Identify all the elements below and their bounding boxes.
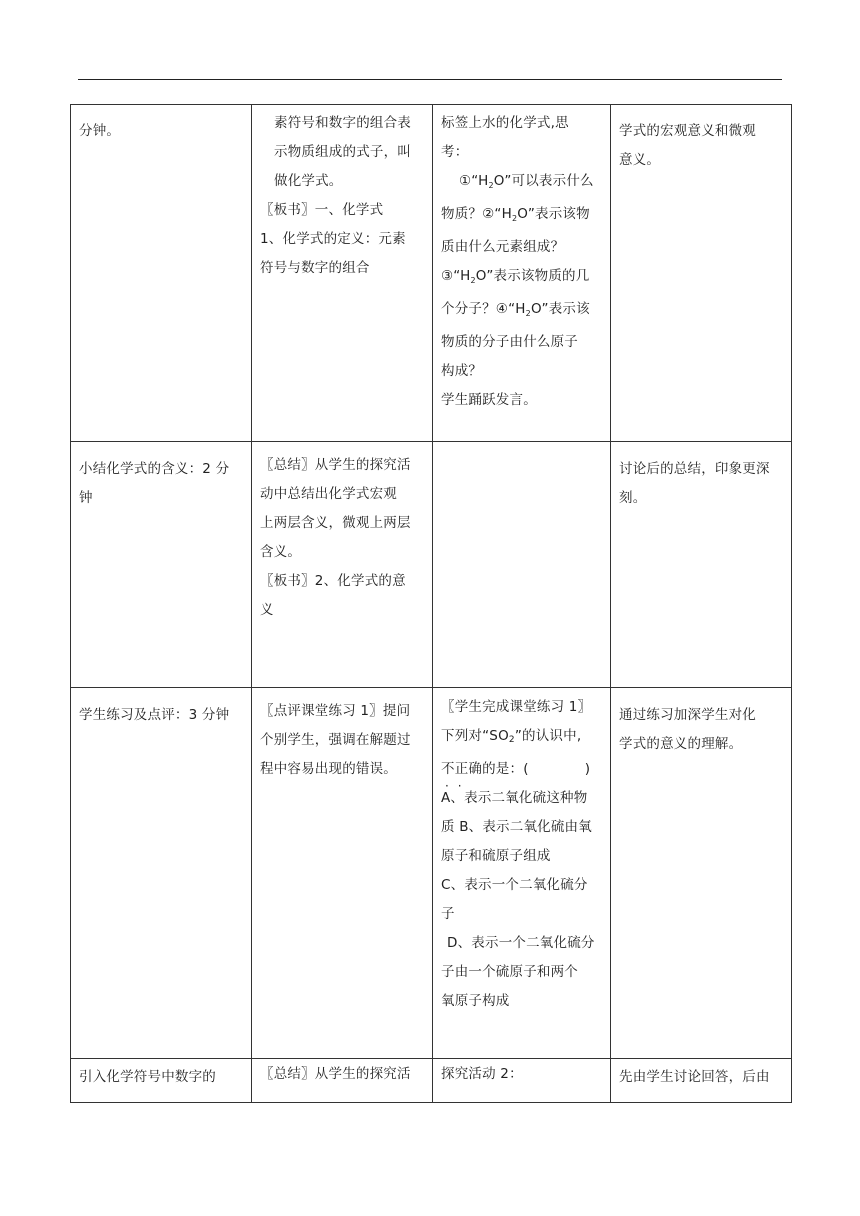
student-activity-cell: [433, 442, 611, 688]
student-activity-cell: 标签上水的化学式,思 考： $①“H_2O$”可以表示什么 物质？$②“H_2O$”表示该物 质由什么元素组成？ $③“H_2O$”表示该物质的几 个分子？$④“H_2O$”表示该 物质的分子由什么原子 构成？ 学生踊跃发言。: [433, 105, 611, 442]
lesson-plan-table: [70, 104, 792, 1103]
table-row: [71, 688, 792, 1059]
table-row: [71, 442, 792, 688]
emphasized-question: 不正确的是：( ): [441, 761, 591, 777]
stage-cell: 小结化学式的含义：2 分 钟: [71, 442, 252, 688]
student-activity-cell: 探究活动 2：: [433, 1059, 611, 1103]
table-row: [71, 105, 792, 442]
header-rule: [78, 79, 782, 80]
teacher-activity-cell: 素符号和数字的组合表 示物质组成的式子，叫 做化学式。 〖板书〗一、化学式 1、化学式的定义：元素 符号与数字的组合: [252, 105, 433, 442]
teacher-activity-cell: 〖点评课堂练习 1〗提问 个别学生，强调在解题过 程中容易出现的错误。: [252, 688, 433, 1059]
design-intent-cell: 学式的宏观意义和微观 意义。: [611, 105, 792, 442]
design-intent-cell: 通过练习加深学生对化 学式的意义的理解。: [611, 688, 792, 1059]
design-intent-cell: 讨论后的总结，印象更深 刻。: [611, 442, 792, 688]
stage-cell: 学生练习及点评：3 分钟: [71, 688, 252, 1059]
stage-cell: 引入化学符号中数字的: [71, 1059, 252, 1103]
teacher-activity-cell: 〖总结〗从学生的探究活 动中总结出化学式宏观 上两层含义，微观上两层 含义。 〖板书〗2、化学式的意 义: [252, 442, 433, 688]
student-activity-cell: 〖学生完成课堂练习 1〗 下列对“SO2”的认识中, 不正确的是：( ) A、表示二氧化硫这种物 质 B、表示二氧化硫由氧 原子和硫原子组成 C、表示一个二氧化硫分 子 D、表示一个二氧化硫分 子由一个硫原子和两个 氧原子构成: [433, 688, 611, 1059]
teacher-activity-cell: 〖总结〗从学生的探究活: [252, 1059, 433, 1103]
table-row: [71, 1059, 792, 1103]
stage-cell: 分钟。: [71, 105, 252, 442]
design-intent-cell: 先由学生讨论回答，后由: [611, 1059, 792, 1103]
